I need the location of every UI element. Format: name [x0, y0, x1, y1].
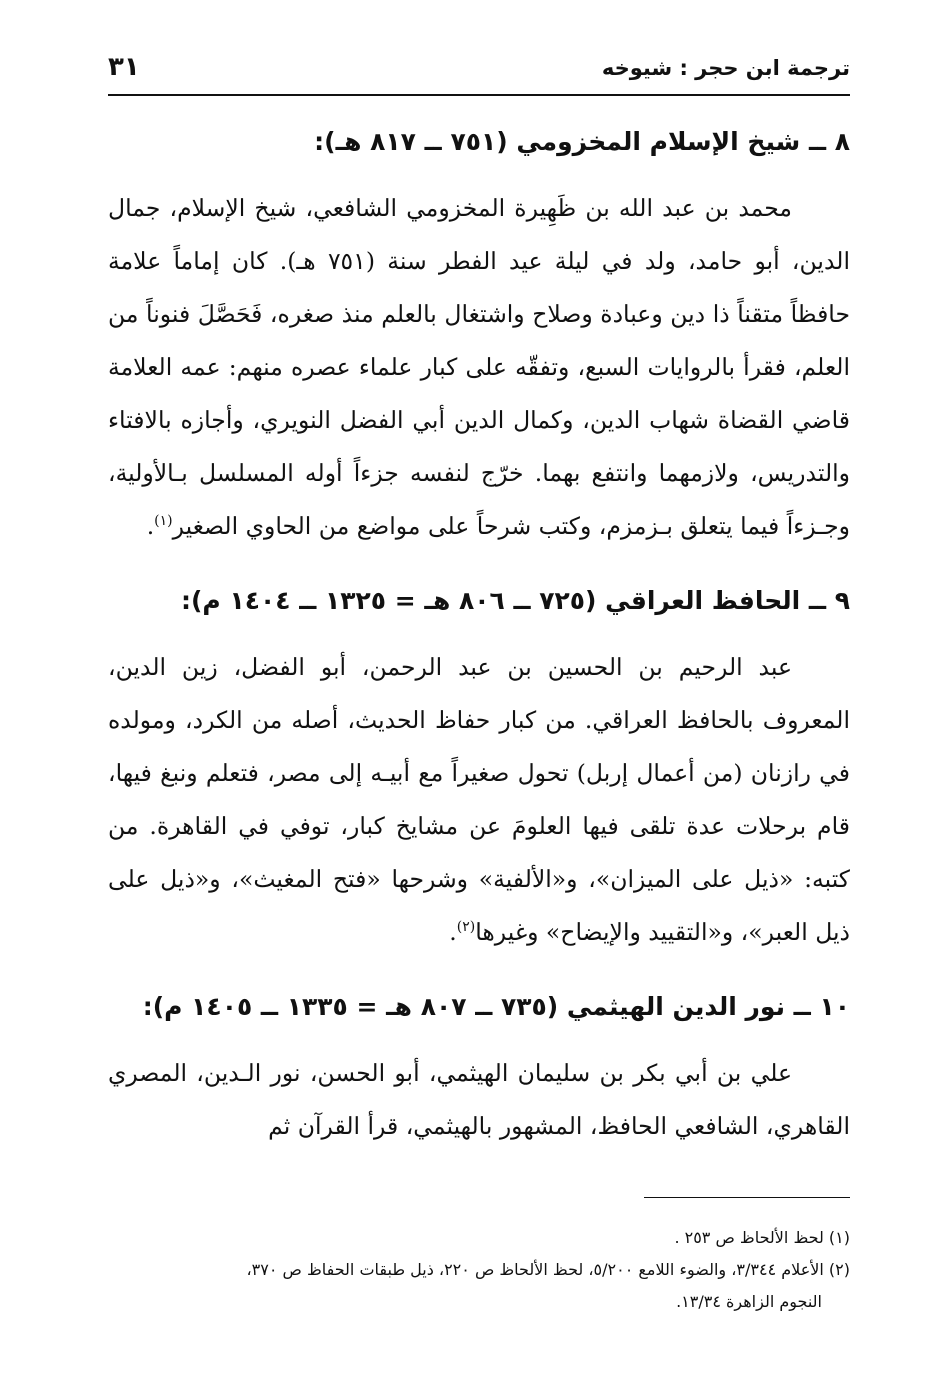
page-header [108, 52, 850, 96]
entry-text-8: محمد بن عبد الله بن ظَهِيرة المخزومي الشافعي، شيخ الإسلام، جمال الدين، أبو حامد، ولد في ليلة عيد الفطر سنة (٧٥١ هـ). كان إماماً علامة حافظاً متقناً ذا دين وعبادة وصلاح واشتغال بالعلم منذ صغره، فَحَصَّلَ فنوناً من العلم، فقرأ بالروايات السبع، وتفقّه على كبار علماء عصره منهم: عمه العلامة قاضي القضاة شهاب الدين، وكمال الدين أبي الفضل النويري، وأجازه بالافتاء والتدريس، ولازمهما وانتفع بهما. خرّج لنفسه جزءاً أوله المسلسل بـالأولية، وجـزءاً فيما يتعلق بـزمزم، وكتب شرحاً على مواضع من الحاوي الصغير [108, 194, 850, 540]
entry-heading-9: ٩ ــ الحافظ العراقي (٧٢٥ ــ ٨٠٦ هـ = ١٣٢٥ ــ ١٤٠٤ م): [181, 586, 850, 615]
entry-heading-8: ٨ ــ شيخ الإسلام المخزومي (٧٥١ ــ ٨١٧ هـ): [314, 127, 850, 156]
main-text [108, 122, 850, 1153]
entry-heading-10: ١٠ ــ نور الدين الهيثمي (٧٣٥ ــ ٨٠٧ هـ = ١٣٣٥ ــ ١٤٠٥ م): [142, 992, 850, 1021]
entry-text-10: علي بن أبي بكر بن سليمان الهيثمي، أبو الحسن، نور الـدين، المصري القاهري، الشافعي الحافظ، المشهور بالهيثمي، قرأ القرآن ثم [108, 1059, 850, 1140]
entry-paragraph-8 [108, 182, 850, 553]
entry-text-9: عبد الرحيم بن الحسين بن عبد الرحمن، أبو الفضل، زين الدين، المعروف بالحافظ العراقي. من كبار حفاظ الحديث، أصله من الكرد، ومولده في رازنان (من أعمال إربل) تحول صغيراً مع أبيـه إلى مصر، فتعلم ونبغ فيها، قام برحلات عدة تلقى فيها العلومَ عن مشايخ كبار، توفي في القاهرة. من كتبه: «ذيل على الميزان»، و«الألفية» وشرحها «فتح المغيث»، و«ذيل على ذيل العبر»، و«التقييد والإيضاح» وغيرها [108, 653, 850, 946]
entry-paragraph-10 [108, 1047, 850, 1153]
entry-paragraph-9 [108, 641, 850, 959]
entry-text-end-8: . [146, 512, 155, 540]
footnote-1: (١) لحظ الألحاظ ص ٢٥٣ . [674, 1228, 850, 1247]
page-number: ٣١ [108, 52, 140, 82]
footnote-2-continued: النجوم الزاهرة ١٣/٣٤. [676, 1292, 822, 1311]
footnote-marker-1[interactable]: (١) [154, 513, 173, 530]
footnotes [108, 1222, 850, 1318]
entry-text-end-9: . [449, 918, 457, 946]
footnote-marker-2[interactable]: (٢) [456, 919, 476, 936]
footnote-separator [644, 1197, 850, 1198]
running-title: ترجمة ابن حجر : شيوخه [601, 56, 850, 80]
footnote-2: (٢) الأعلام ٣/٣٤٤، والضوء اللامع ٥/٢٠٠، لحظ الألحاظ ص ٢٢٠، ذيل طبقات الحفاظ ص ٣٧٠، [246, 1260, 850, 1279]
